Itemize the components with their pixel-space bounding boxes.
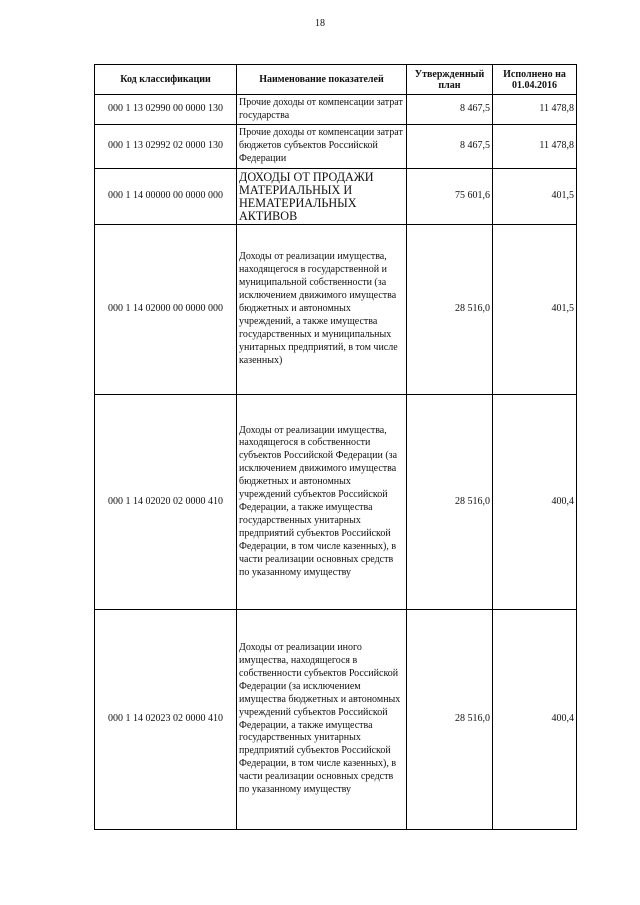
revenue-table	[94, 64, 577, 830]
row-code: 000 1 14 02020 02 0000 410	[95, 395, 237, 610]
row-plan: 28 516,0	[407, 395, 493, 610]
table-row	[95, 610, 577, 830]
row-code: 000 1 13 02992 02 0000 130	[95, 125, 237, 169]
header-code: Код классификации	[95, 65, 237, 95]
row-executed: 401,5	[493, 225, 577, 395]
row-name: Доходы от реализации иного имущества, находящегося в собственности субъектов Российской Федерации (за исключением имущества бюджетных и автономных учреждений субъектов Российской Федерации, а также имущества государственных унитарных предприятий субъектов Российской Федерации, в том числе казенных), в части реализации основных средств по указанному имуществу	[237, 610, 407, 830]
page-number: 18	[315, 18, 325, 29]
row-name: Доходы от реализации имущества, находящегося в собственности субъектов Российской Федерации (за исключением движимого имущества бюджетных и автономных учреждений субъектов Российской Федерации, а также имущества государственных унитарных предприятий субъектов Российской Федерации, в том числе казенных), в части реализации основных средств по указанному имуществу	[237, 395, 407, 610]
row-name: ДОХОДЫ ОТ ПРОДАЖИ МАТЕРИАЛЬНЫХ И НЕМАТЕРИАЛЬНЫХ АКТИВОВ	[237, 169, 407, 225]
row-executed: 401,5	[493, 169, 577, 225]
row-name: Прочие доходы от компенсации затрат бюджетов субъектов Российской Федерации	[237, 125, 407, 169]
row-name: Прочие доходы от компенсации затрат государства	[237, 95, 407, 125]
table-row	[95, 395, 577, 610]
row-plan: 8 467,5	[407, 95, 493, 125]
row-executed: 11 478,8	[493, 95, 577, 125]
header-plan: Утвержденный план	[407, 65, 493, 95]
row-executed: 11 478,8	[493, 125, 577, 169]
row-code: 000 1 14 02023 02 0000 410	[95, 610, 237, 830]
header-executed: Исполнено на 01.04.2016	[493, 65, 577, 95]
row-code: 000 1 14 02000 00 0000 000	[95, 225, 237, 395]
row-executed: 400,4	[493, 395, 577, 610]
header-name: Наименование показателей	[237, 65, 407, 95]
row-plan: 28 516,0	[407, 610, 493, 830]
table-row	[95, 95, 577, 125]
row-code: 000 1 13 02990 00 0000 130	[95, 95, 237, 125]
row-plan: 28 516,0	[407, 225, 493, 395]
row-plan: 8 467,5	[407, 125, 493, 169]
row-plan: 75 601,6	[407, 169, 493, 225]
table-row	[95, 169, 577, 225]
row-name: Доходы от реализации имущества, находящегося в государственной и муниципальной собственности (за исключением движимого имущества бюджетных и автономных учреждений, а также имущества государственных и муниципальных унитарных предприятий, в том числе казенных)	[237, 225, 407, 395]
table-row	[95, 225, 577, 395]
row-code: 000 1 14 00000 00 0000 000	[95, 169, 237, 225]
row-executed: 400,4	[493, 610, 577, 830]
table-row	[95, 125, 577, 169]
table-header-row	[95, 65, 577, 95]
